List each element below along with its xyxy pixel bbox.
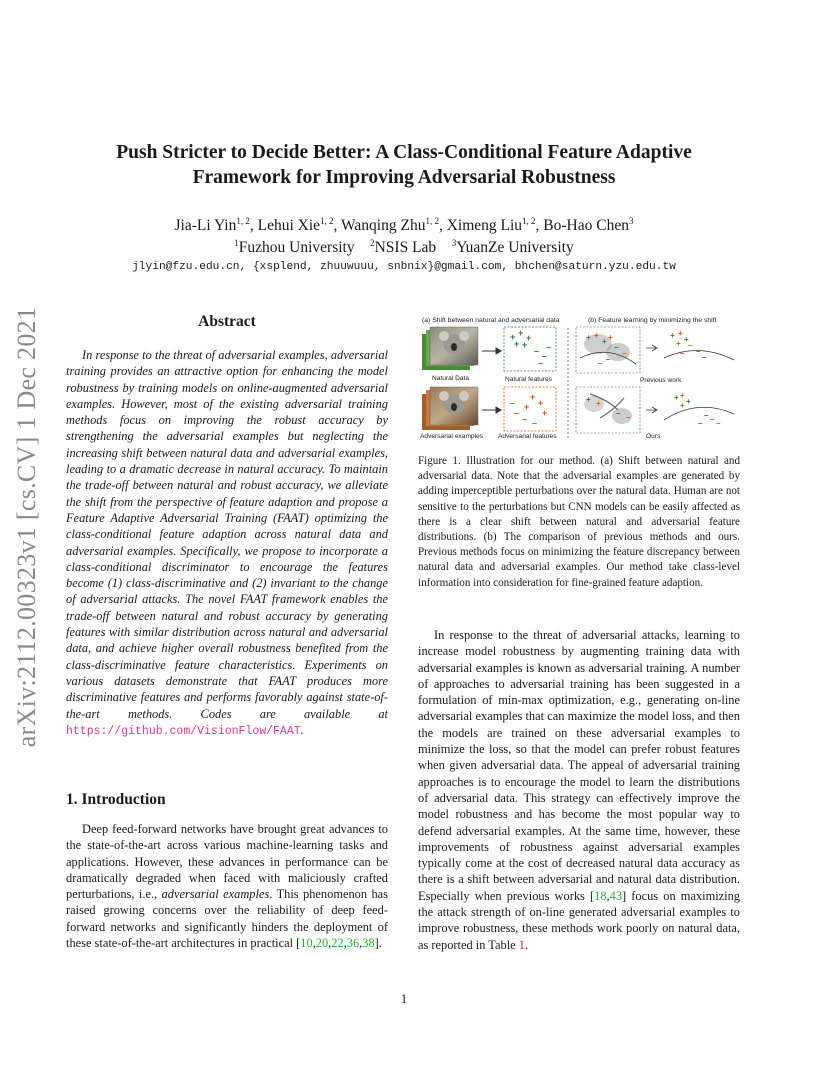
affiliation: $^2$NSIS Lab (370, 237, 437, 256)
svg-text:+: + (670, 331, 675, 340)
introduction-heading: 1. Introduction (66, 791, 166, 808)
label-previous-work: Previous work (640, 377, 682, 384)
abstract-text: In response to the threat of adversarial examples, adversarial training provides an attractive option for enhancing the model robustness by training models on online-augmented adversarial examples. However, most of the existing adversarial training methods focus on improving the robust accuracy by strengthening the adversarial examples but neglecting the increasing shift between natural data and adversarial examples, leading to a dramatic decrease in natural accuracy. To maintain the trade-off between natural and robust accuracy, we alleviate the shift from the perspective of feature adaption and propose a Feature Adaptive Adversarial Training (FAAT) optimizing the class-conditional feature adaption across natural data and adversarial examples. Specifically, we propose to incorporate a class-conditional discriminator to encourage the features become (1) class-discriminative and (2) invariant to the change of adversarial attacks. The novel FAAT framework enables the trade-off between natural and robust accuracy by generating features with similar distribution across natural and adversarial data, and achieve higher overall robustness benefited from the class-discriminative feature characteristics. Experiments on various datasets demonstrate that FAAT produces more discriminative features and performs favorably against state-of-the-art methods. Codes are available at https://github.com/VisionFlow/FAAT. (66, 348, 388, 738)
paper-title (80, 140, 728, 190)
title-line-1: Push Stricter to Decide Better: A Class-Conditional Feature Adaptive (116, 142, 692, 163)
svg-text:+: + (684, 335, 689, 344)
svg-text:+: + (524, 402, 530, 412)
author: Lehui Xie$^{1, 2}$, (257, 215, 342, 234)
svg-text:+: + (594, 331, 599, 340)
svg-text:–: – (538, 358, 544, 368)
figure-panel-a-title: (a) Shift between natural and adversarial data (422, 317, 560, 324)
figure-1-caption: Figure 1. Illustration for our method. (a) Shift between natural and adversarial data. Note that the adversarial examples are generated by adding imperceptible perturbations over the natural data. Human are not sensitive to the perturbations but CNN models can be easily affected as there is a clear shift between natural and adversarial feature distributions. (b) The comparison of previous methods and ours. Previous methods focus on minimizing the feature discrepancy between natural data and adversarial examples. Our method take class-level information into consideration for fine-grained feature adaption. (418, 455, 740, 589)
svg-text:+: + (596, 399, 601, 408)
svg-text:–: – (606, 355, 611, 364)
svg-text:–: – (696, 347, 701, 356)
citation-link[interactable]: 43 (609, 888, 623, 903)
author-list (80, 215, 728, 237)
svg-text:+: + (686, 397, 691, 406)
arxiv-identifier (8, 292, 46, 762)
svg-text:+: + (678, 329, 683, 338)
citation-link[interactable]: 38 (362, 936, 375, 951)
label-natural-features: Natural features (505, 376, 552, 383)
affiliation: $^1$Fuzhou University (234, 237, 355, 256)
svg-text:–: – (710, 415, 715, 424)
svg-text:+: + (676, 339, 681, 348)
author: Wanqing Zhu$^{1, 2}$, (341, 215, 447, 234)
svg-text:–: – (534, 346, 540, 356)
author: Jia-Li Yin$^{1, 2}$, (174, 215, 258, 234)
citation-link[interactable]: 10 (300, 936, 313, 951)
svg-text:–: – (698, 419, 703, 428)
figure-1-illustration (418, 314, 740, 446)
svg-text:+: + (602, 337, 607, 346)
citation-link[interactable]: 20 (315, 936, 329, 951)
svg-text:–: – (522, 414, 528, 424)
svg-text:–: – (514, 408, 520, 418)
svg-text:+: + (518, 328, 524, 338)
label-adversarial-examples: Adversarial examples (420, 433, 484, 440)
author-emails: jlyin@fzu.edu.cn, {xsplend, zhuuwuuu, snbnix}@gmail.com, bhchen@saturn.yzu.edu.tw (132, 261, 676, 273)
svg-text:+: + (510, 332, 516, 342)
author: Bo-Hao Chen$^3$ (543, 215, 634, 234)
label-ours: Ours (646, 433, 661, 440)
natural-features-box (504, 327, 556, 371)
svg-text:–: – (688, 341, 693, 350)
svg-text:–: – (532, 418, 538, 428)
svg-text:–: – (702, 353, 707, 362)
code-link[interactable]: https://github.com/VisionFlow/FAAT (66, 724, 301, 738)
svg-text:+: + (514, 339, 520, 349)
svg-text:–: – (704, 411, 709, 420)
previous-work-diagram (576, 327, 640, 373)
svg-text:–: – (680, 349, 685, 358)
svg-text:+: + (586, 333, 591, 342)
svg-text:+: + (542, 408, 548, 418)
svg-text:–: – (598, 359, 603, 368)
svg-text:+: + (522, 340, 528, 350)
figure-panel-b-title: (b) Feature learning by minimizing the shift (588, 317, 717, 324)
ours-result (664, 391, 734, 428)
citation-link[interactable]: 36 (346, 936, 360, 951)
previous-work-result (664, 329, 734, 362)
adversarial-example-image (422, 387, 478, 430)
svg-text:+: + (680, 391, 685, 400)
svg-text:+: + (538, 398, 544, 408)
affiliation: $^3$YuanZe University (451, 237, 574, 256)
svg-text:–: – (626, 413, 631, 422)
svg-text:–: – (510, 398, 516, 408)
label-adversarial-features: Adversarial features (498, 433, 557, 440)
svg-text:–: – (542, 351, 548, 361)
svg-text:+: + (680, 401, 685, 410)
arrow-icon (646, 345, 657, 351)
arrow-icon (482, 348, 501, 413)
adversarial-features-box (504, 387, 556, 431)
svg-text:–: – (616, 409, 621, 418)
svg-text:–: – (622, 349, 627, 358)
citation-link[interactable]: 18 (594, 888, 607, 903)
arrow-icon (646, 407, 657, 413)
page-number: 1 (400, 991, 408, 1006)
arxiv-identifier-text: arXiv:2112.00323v1 [cs.CV] 1 Dec 2021 (12, 306, 41, 748)
svg-text:+: + (530, 392, 536, 402)
table-reference-link[interactable]: 1 (518, 937, 525, 952)
title-line-2: Framework for Improving Adversarial Robustness (192, 167, 616, 188)
affiliations (80, 237, 728, 259)
natural-data-image (422, 327, 478, 370)
author: Ximeng Liu$^{1, 2}$, (446, 215, 544, 234)
svg-text:–: – (614, 343, 619, 352)
introduction-text-continued: In response to the threat of adversarial attacks, learning to increase model robustness by augmenting training data with adversarial examples is known as adversarial training. A number of approaches to adversarial training has been suggested in a formulation of min-max optimization, e.g., generating on-line adversarial examples that can maximize the model loss, and then the models are trained on these adversarial examples to minimize the loss, so that the model can prefer robust features when given adversarial data. The appeal of adversarial training approaches is to encourage the model to learn the distributions of adversarial data. This strategy can effectively improve the model robustness and has become the most popular way to defend adversarial examples. At the same time, however, these improvements of robustness against adversarial examples typically come at the cost of decreased natural data accuracy as there is a shift between adversarial and natural data distribution. Especially when previous works [18,43] focus on maximizing the attack strength of on-line generated adversarial examples to improve robustness, these methods work poorly on natural data, as reported in Table 1. (418, 628, 740, 952)
svg-text:+: + (608, 333, 613, 342)
label-natural-data: Natural Data (432, 375, 470, 382)
svg-text:–: – (546, 342, 552, 352)
svg-text:+: + (674, 393, 679, 402)
citation-link[interactable]: 22 (331, 936, 344, 951)
ours-diagram (576, 387, 640, 433)
abstract-heading: Abstract (198, 313, 256, 330)
svg-text:+: + (526, 333, 532, 343)
svg-text:+: + (586, 395, 591, 404)
svg-text:–: – (716, 419, 721, 428)
introduction-text: Deep feed-forward networks have brought great advances to the state-of-the-art across various machine-learning tasks and applications. However, these advances in performance can be dramatically degraded when faced with maliciously crafted perturbations, i.e., adversarial examples. This phenomenon has raised growing concerns over the reliability of deep feed-forward networks and significantly hinders the deployment of these state-of-the-art architectures in practical [10,20,22,36,38]. (66, 822, 388, 951)
